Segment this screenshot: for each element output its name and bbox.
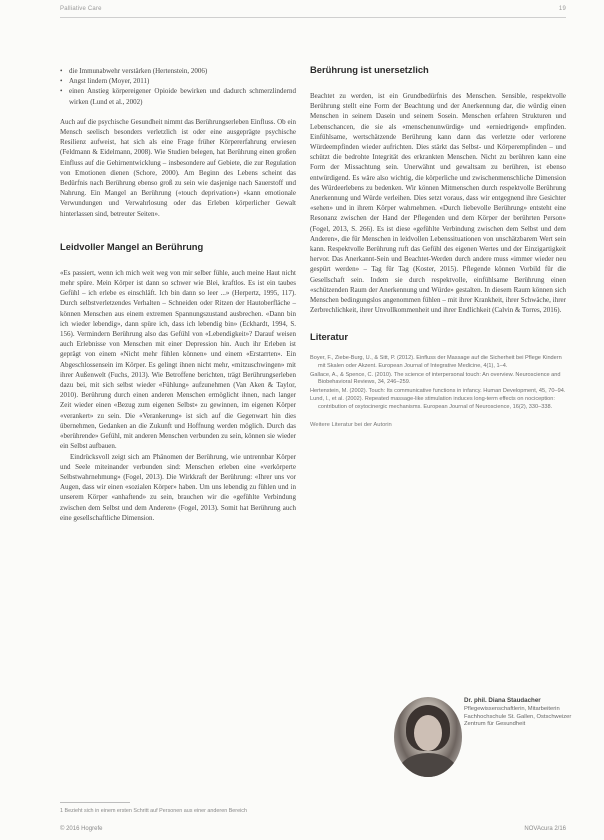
section-heading-unersetzlich: Berührung ist unersetzlich bbox=[310, 64, 429, 75]
footnote: 1 Bezieht sich in einem ersten Schritt auf Personen aus einer anderen Bereich bbox=[60, 808, 247, 814]
author-name: Dr. phil. Diana Staudacher bbox=[464, 697, 541, 704]
bullet-item: • Angst lindern (Moyer, 2011) bbox=[60, 76, 296, 86]
author-box bbox=[394, 697, 570, 797]
right-column bbox=[310, 66, 566, 430]
effects-bullet-list bbox=[60, 66, 296, 107]
reference-item: Boyer, F., Ziebe-Burg, U., & Sitt, P. (2012). Einfluss der Massage auf die Sicherheit bei Pflege Kindern mit Skalen oder Akzent. European Journal of Integrative Medicine, 4(1), 1–4. bbox=[310, 355, 562, 370]
author-description: Pflegewissenschaftlerin, Mitarbeiterin Fachhochschule St. Gallen, Ostschweizer Zentrum für Gesundheit bbox=[464, 705, 572, 728]
footnote-rule bbox=[60, 802, 130, 803]
footer-issue: NOVAcura 2/16 bbox=[524, 826, 566, 832]
bullet-item: • einen Anstieg körpereigener Opioide bewirken und dadurch schmerzlindernd wirken (Lund et al., 2002) bbox=[60, 86, 296, 106]
page-number: 19 bbox=[558, 6, 566, 12]
running-header: Palliative Care bbox=[60, 6, 102, 12]
left-column bbox=[60, 66, 296, 523]
footer-copyright: © 2016 Hogrefe bbox=[60, 826, 103, 832]
intro-paragraph: Auch auf die psychische Gesundheit nimmt das Berührungserleben Einfluss. Ob ein Mensch seelisch besonders verletzlich ist oder eine ausgeprägte psychische Resilienz aufweist, hat sich als eine Frage früher Körpererfahrung erwiesen (Feldmann & Eidelmann, 2008). Wie Studien belegen, hat Berührung einen großen Einfluss auf die Gehirnentwicklung – insbesondere auf Gebiete, die zur Regulation von Emotionen dienen (Schore, 2000). Am Beginn des Lebens scheint das Bedürfnis nach Berührung ebenso groß zu sein wie dasjenige nach Sauerstoff und Nahrung. Ein Mangel an Berührung («touch deprivation») «kann emotionale Verwundungen und Verwahrlosung oder das Erleben körperlicher Gewalt hinterlassen sind, betreuter Seiten». bbox=[60, 117, 296, 218]
reference-item: Hertenstein, M. (2002). Touch: Its communicative functions in infancy. Human Development, 45, 70–94. bbox=[310, 387, 566, 394]
paragraph-mangel-1: «Es passiert, wenn ich mich weit weg von mir selber fühle, auch meine Haut nicht mehr spüre. Mein Körper ist dann so schwer wie Blei, kraftlos. Es ist ein taubes Gefühl – ich erlebe es einschläft. Ich bin dann so leer ...» (Herpertz, 1995, 117). Durch selbstverletzendes Verhalten – Schneiden oder Ritzen der Hautoberfläche – können Menschen aus einem extremen Spannungszustand ausbrechen. «Dann bin ich wieder lebendig», dann spüre ich, dass ich lebendig bin» (Eckhardt, 1994, S. 156). Vermindern Berührung also das Gefühl von «Lebendigkeit»? Darauf weisen auch Erlebnisse von Menschen mit einer Depression hin. Auch ihr Erleben ist geprägt von einem «Nicht mehr fühlen können» und einem «Erstarrten». Ein Abgeschlossensein im Körper. Es gelingt ihnen nicht mehr, «mitzuschwingen» mit ihrer Außenwelt (Fuchs, 2013). Wie Betroffene berichten, trägt Berührungserleben dazu bei, mit sich selbst wieder «Fühlung» aufzunehmen (Van Aken & Taylor, 2010). Berührung durch einen anderen Menschen ermöglicht ihnen, nach langer Zeit wieder einen «Bezug zum eigenen Selbst» zu gewinnen, im eigenen Körper «verankert» zu sein. Die «Verankerung» ist sich auf die Gegenwart hin dies übernehmen, Gedanken an die Zukunft und Hoffnung werden möglich. Durch das «berührende» Gefühl, mit anderen Menschen verbunden zu sein, können sie wieder ein Selbst aufbauen. bbox=[60, 268, 296, 451]
header-rule bbox=[60, 17, 566, 18]
paragraph-unersetzlich: Beachtet zu werden, ist ein Grundbedürfnis des Menschen. Sensible, respektvolle Berührung stellt eine Form der Beachtung und der Anerkennung dar, die würdig einen Menschen in seinem Dasein und seinem Sosein. Menschen erfahren Strukturen und Lebenschancen, die sie als «menschenunwürdig» und «erniedrigend» empfinden. Einfühlsame, wertschätzende Berührung kann dann das verletzte oder verlorene Würdeempfinden wieder aufrichten. Dies stärkt das Selbst- und Körperempfinden – und schützt die bedrohte Integrität des erkrankten Menschen. Nicht zu berühren kann eine Form der Missachtung sein. Unerwähnt und gewaltsam zu berühren, ist ebenso entwürdigend. Es wäre also wichtig, die körperliche und zwischenmenschliche Dimension des Würdeerlebens zu bedenken. Wir können Mitmenschen durch respektvolle Berührung Anerkennung und Würde verleihen. Dies setzt voraus, dass wir entgegnend ihre Gesichter «sehen» und in ihrem Körper wahrnehmen. «Durch liebevolle Berührung» entsteht eine Resonanz zwischen der Hand der Pflegenden und dem Körper der berührten Person» (Fogel, 2013, S. 266). Es ist diese «gefühlte Verbindung zwischen dem Selbst und dem Anderen», die für Menschen in leidvollen Lebenssituationen von unschätzbarem Wert sein kann. Respektvolle Berührung ruft das Gefühl des eigenen Wertes und der Einzigartigkeit hervor. Das Anerkannt-Sein und Beachtet-Werden durch andere muss «immer wieder neu gespürt werden» – Tag für Tag (Koster, 2015). Pflegende können Vorbild für die Gesellschaft sein. Indem sie durch respektvolle, einfühlsame Berührung einen «schützenden Raum der Anerkennung und Würde» gestalten. In diesem Raum können sich Menschen bedingungslos angenommen fühlen – mit ihrer Krankheit, ihrer Schwäche, ihrer Zerbrechlichkeit, ihrer Unvollkommenheit und ihrer Endlichkeit (Calvin & Torres, 2016). bbox=[310, 92, 566, 315]
section-heading-mangel: Leidvoller Mangel an Berührung bbox=[60, 240, 204, 252]
author-bio bbox=[464, 697, 572, 729]
paragraph-mangel-2: Eindrücksvoll zeigt sich am Phänomen der Berührung, wie untrennbar Körper und Seele miteinander verbunden sind: Menschen erleben eine «verkörperte Selbstwahrnehmung» (Fogel, 2013). Die Wirkkraft der Berührung: «Ihrer uns vor Augen, dass wir einen «sozialen Körper» haben. Um uns lebendig zu fühlen und in unserem Körper «anhaftend» zu sein, brauchen wir die «gefühlte Verbindung zwischen dem Selbst und dem Anderen» (Fogel, 2013). Somit hat Berührung auch eine gesellschaftliche Dimension. bbox=[60, 452, 296, 522]
reference-list bbox=[310, 355, 566, 411]
bullet-item: • die Immunabwehr verstärken (Hertenstein, 2006) bbox=[60, 66, 296, 76]
reference-item: Gallace, A., & Spence, C. (2010). The science of interpersonal touch: An overview. Neuroscience and Biobehavioral Reviews, 34, 246–259. bbox=[310, 371, 561, 386]
references-note: Weitere Literatur bei der Autorin bbox=[310, 421, 392, 428]
author-photo bbox=[394, 697, 462, 777]
literature-heading: Literatur bbox=[310, 331, 349, 343]
reference-item: Lund, I., et al. (2002). Repeated massage-like stimulation induces long-term effects on nociception: contribution of oxytocinergic mechanisms. European Journal of Neuroscience, 16(2), 330–338. bbox=[310, 396, 555, 411]
